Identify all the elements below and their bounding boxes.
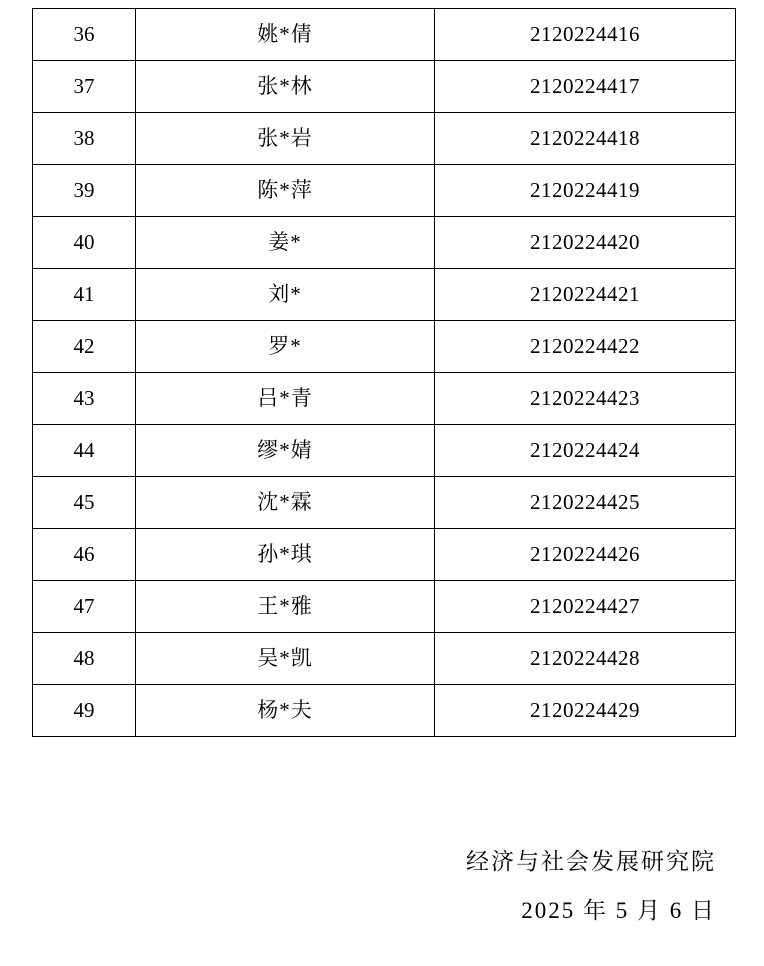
row-index: 40 (33, 217, 136, 269)
table-row (33, 425, 736, 477)
roster-table (32, 8, 736, 737)
table-row (33, 113, 736, 165)
signature-block (296, 845, 716, 928)
row-id: 2120224425 (435, 477, 736, 529)
table-row (33, 61, 736, 113)
row-name: 姚*倩 (136, 9, 435, 61)
row-index: 44 (33, 425, 136, 477)
table-row (33, 633, 736, 685)
row-index: 49 (33, 685, 136, 737)
row-id: 2120224418 (435, 113, 736, 165)
row-id: 2120224428 (435, 633, 736, 685)
row-id: 2120224426 (435, 529, 736, 581)
row-name: 陈*萍 (136, 165, 435, 217)
signature-organization: 经济与社会发展研究院 (466, 849, 716, 874)
roster-table-container (32, 8, 732, 737)
table-row (33, 529, 736, 581)
row-index: 38 (33, 113, 136, 165)
row-name: 吕*青 (136, 373, 435, 425)
row-index: 42 (33, 321, 136, 373)
row-id: 2120224427 (435, 581, 736, 633)
row-index: 46 (33, 529, 136, 581)
row-id: 2120224429 (435, 685, 736, 737)
table-row (33, 9, 736, 61)
row-name: 王*雅 (136, 581, 435, 633)
table-row (33, 269, 736, 321)
row-index: 37 (33, 61, 136, 113)
table-row (33, 581, 736, 633)
row-index: 48 (33, 633, 136, 685)
row-name: 姜* (136, 217, 435, 269)
row-name: 刘* (136, 269, 435, 321)
row-index: 47 (33, 581, 136, 633)
row-id: 2120224416 (435, 9, 736, 61)
row-id: 2120224420 (435, 217, 736, 269)
row-name: 沈*霖 (136, 477, 435, 529)
row-name: 杨*夫 (136, 685, 435, 737)
row-name: 孙*琪 (136, 529, 435, 581)
table-row (33, 477, 736, 529)
table-row (33, 685, 736, 737)
row-id: 2120224423 (435, 373, 736, 425)
table-row (33, 373, 736, 425)
row-name: 缪*婧 (136, 425, 435, 477)
row-id: 2120224417 (435, 61, 736, 113)
row-id: 2120224422 (435, 321, 736, 373)
row-name: 吴*凯 (136, 633, 435, 685)
row-id: 2120224421 (435, 269, 736, 321)
row-name: 张*岩 (136, 113, 435, 165)
signature-date: 2025 年 5 月 6 日 (521, 897, 716, 923)
row-id: 2120224424 (435, 425, 736, 477)
table-row (33, 217, 736, 269)
row-id: 2120224419 (435, 165, 736, 217)
row-name: 张*林 (136, 61, 435, 113)
row-index: 43 (33, 373, 136, 425)
roster-table-body (33, 9, 736, 737)
row-index: 39 (33, 165, 136, 217)
table-row (33, 321, 736, 373)
row-name: 罗* (136, 321, 435, 373)
row-index: 36 (33, 9, 136, 61)
row-index: 41 (33, 269, 136, 321)
table-row (33, 165, 736, 217)
row-index: 45 (33, 477, 136, 529)
